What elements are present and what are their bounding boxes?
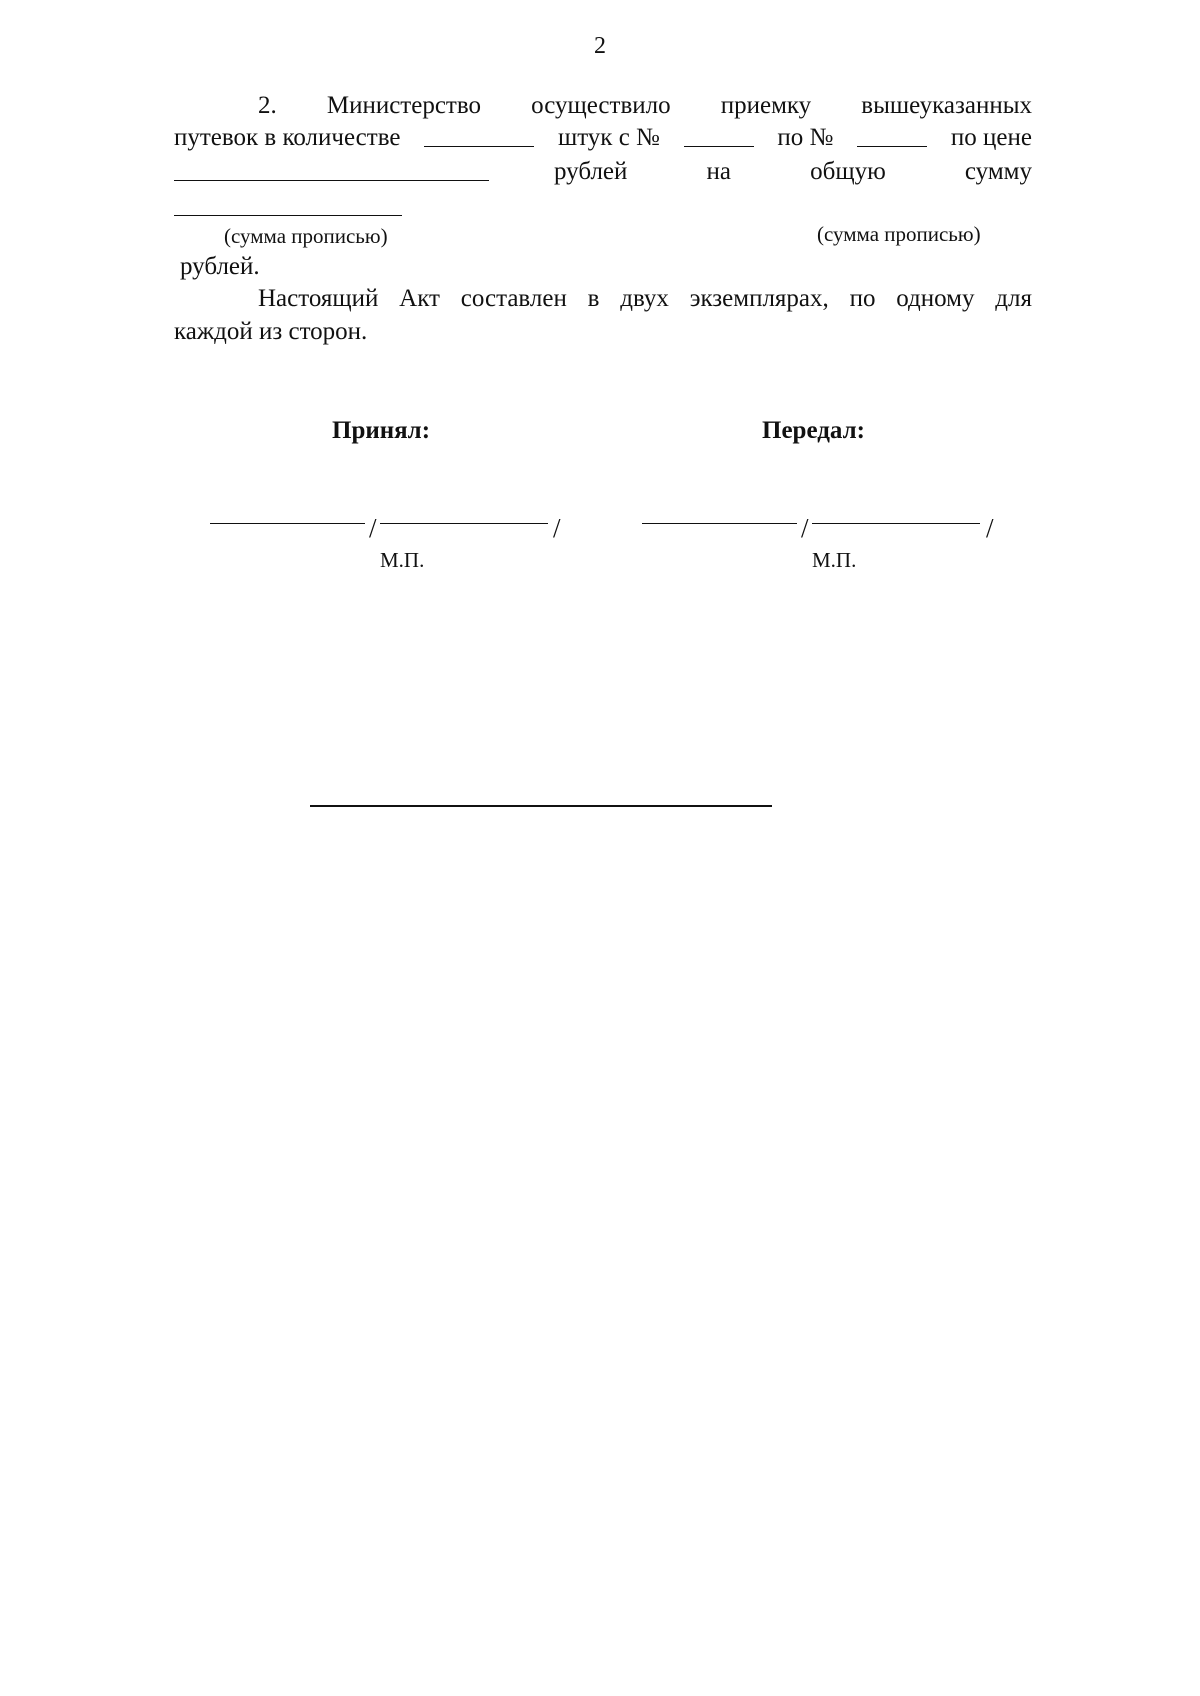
- paragraph-1-line-1: [258, 90, 1032, 122]
- word: рублей: [554, 158, 628, 185]
- left-stamp-label: М.П.: [380, 548, 425, 572]
- right-signature-line: [642, 523, 797, 524]
- number-from-blank: [684, 124, 754, 147]
- paragraph-2-line-2: каждой из сторон.: [174, 318, 368, 345]
- caption-right: (сумма прописью): [817, 222, 981, 246]
- left-signature-slash-1: /: [369, 513, 377, 543]
- word: вышеуказанных: [861, 92, 1032, 119]
- text-run: штук с №: [557, 124, 660, 151]
- caption-left: (сумма прописью): [224, 224, 388, 248]
- word: общую: [810, 158, 886, 185]
- total-sum-blank: [174, 215, 402, 216]
- received-heading: Принял:: [332, 417, 431, 444]
- price-blank: [174, 158, 489, 181]
- word: приемку: [720, 92, 812, 119]
- paragraph-1-line-4: рублей.: [180, 253, 260, 280]
- word: Министерство: [326, 92, 481, 119]
- right-signature-slash-2: /: [986, 513, 994, 543]
- text-run: по №: [777, 124, 834, 151]
- right-stamp-label: М.П.: [812, 548, 857, 572]
- left-signature-slash-2: /: [553, 513, 561, 543]
- right-signature-slash-1: /: [801, 513, 809, 543]
- word: на: [706, 158, 731, 185]
- transferred-heading: Передал:: [762, 417, 865, 444]
- text-run: путевок в количестве: [174, 124, 401, 151]
- number-to-blank: [857, 124, 927, 147]
- quantity-blank: [424, 124, 534, 147]
- paragraph-2-line-1: Настоящий Акт составлен в двух экземплярах, по одному для: [258, 285, 1032, 312]
- word: сумму: [964, 158, 1032, 185]
- item-number: 2.: [258, 92, 277, 119]
- right-name-line: [812, 523, 980, 524]
- word: осуществило: [531, 92, 671, 119]
- left-name-line: [380, 523, 548, 524]
- page-number: 2: [594, 33, 606, 59]
- end-of-document-rule: [310, 805, 772, 807]
- paragraph-1-line-2: [174, 122, 1032, 154]
- text-run: по цене: [950, 124, 1032, 151]
- left-signature-line: [210, 523, 365, 524]
